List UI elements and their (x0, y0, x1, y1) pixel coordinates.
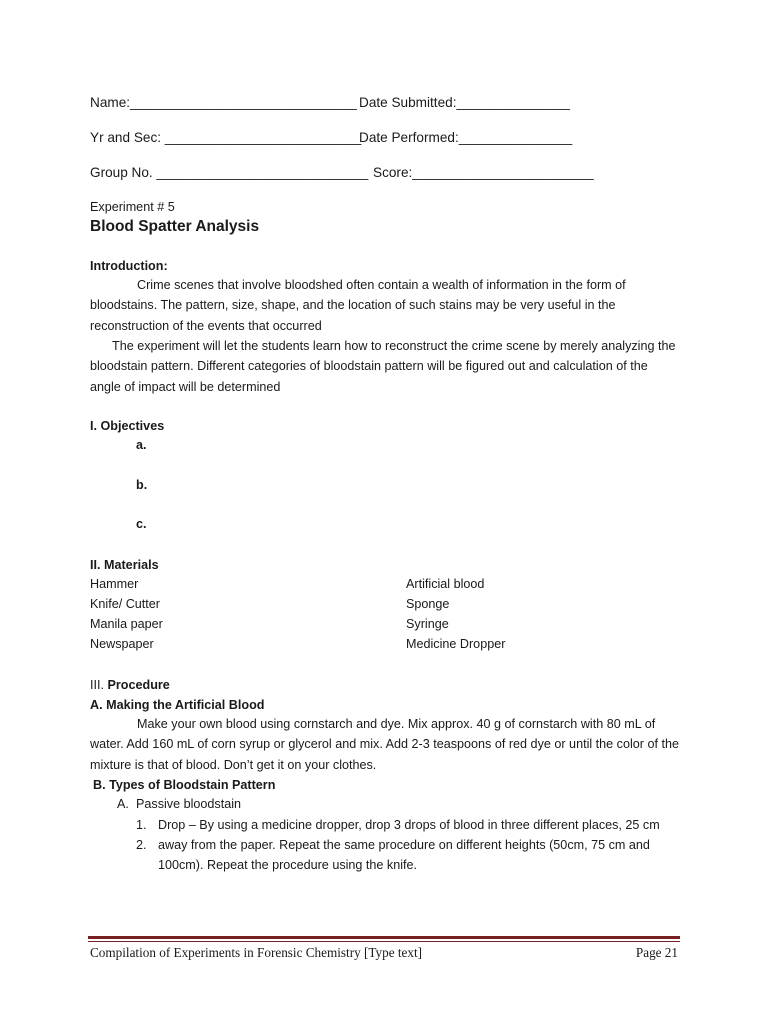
yr-sec-field-line: Yr and Sec: __________________________ (90, 130, 362, 145)
material-item: Knife/ Cutter (90, 597, 160, 611)
step-2-label: 2. (136, 838, 147, 852)
step-2-text-line-1: away from the paper. Repeat the same procedure on different heights (50cm, 75 cm and (158, 838, 650, 852)
score-field-line: Score:________________________ (373, 165, 594, 180)
material-item: Newspaper (90, 637, 154, 651)
objective-item-c: c. (136, 517, 147, 531)
material-item: Sponge (406, 597, 450, 611)
objective-item-a: a. (136, 438, 147, 452)
procedure-section-a-heading: A. Making the Artificial Blood (90, 698, 265, 712)
page-number: Page 21 (635, 945, 678, 960)
procedure-section-a-text-body: Make your own blood using cornstarch and dye. Mix approx. 40 g of cornstarch with 80 mL of water. Add 160 mL of corn syrup or glycerol and mix. Add 2-3 teaspoons of red dye or until the color of the mixture is that of blood. Don’t get it on your clothes. (90, 717, 679, 772)
introduction-heading: Introduction: (90, 259, 168, 273)
step-1-text: Drop – By using a medicine dropper, drop 3 drops of blood in three different places, 25 cm (158, 818, 660, 832)
objective-item-b: b. (136, 478, 148, 492)
footer-title: Compilation of Experiments in Forensic Chemistry [Type text] (90, 945, 423, 960)
procedure-heading-prefix: III. (90, 678, 108, 692)
procedure-section-b-heading: B. Types of Bloodstain Pattern (93, 778, 276, 792)
material-item: Manila paper (90, 617, 163, 631)
material-item: Syringe (406, 617, 449, 631)
procedure-heading-text: Procedure (107, 678, 170, 692)
date-submitted-field-line: Date Submitted:_______________ (359, 95, 570, 110)
introduction-paragraph-1-text: Crime scenes that involve bloodshed often contain a wealth of information in the form of bloodstains. The pattern, size, shape, and the location of such stains may be very useful in the reconstruction of the events that occurred (90, 278, 626, 333)
material-item: Medicine Dropper (406, 637, 506, 651)
experiment-number: Experiment # 5 (90, 200, 175, 214)
procedure-heading (90, 677, 170, 693)
materials-heading: II. Materials (90, 558, 159, 572)
step-1-label: 1. (136, 818, 147, 832)
date-performed-field-line: Date Performed:_______________ (359, 130, 573, 145)
procedure-section-a-text (90, 714, 680, 775)
sub-a-label: A. (117, 797, 129, 811)
footer-divider-thin (88, 941, 680, 942)
introduction-paragraph-2 (90, 336, 680, 397)
introduction-paragraph-1 (90, 275, 680, 336)
objectives-heading: I. Objectives (90, 419, 165, 433)
introduction-paragraph-2-text: The experiment will let the students learn how to reconstruct the crime scene by merely analyzing the bloodstain pattern. Different categories of bloodstain pattern will be figured out and calculation of the angle of impact will be determined (90, 339, 676, 394)
material-item: Hammer (90, 577, 139, 591)
sub-a-text: Passive bloodstain (136, 797, 242, 811)
footer-divider-thick (88, 936, 680, 939)
name-field-line: Name:______________________________ (90, 95, 357, 110)
material-item: Artificial blood (406, 577, 485, 591)
experiment-title: Blood Spatter Analysis (90, 218, 260, 235)
group-no-field-line: Group No. ____________________________ (90, 165, 369, 180)
step-2-text-line-2: 100cm). Repeat the procedure using the knife. (158, 858, 418, 872)
